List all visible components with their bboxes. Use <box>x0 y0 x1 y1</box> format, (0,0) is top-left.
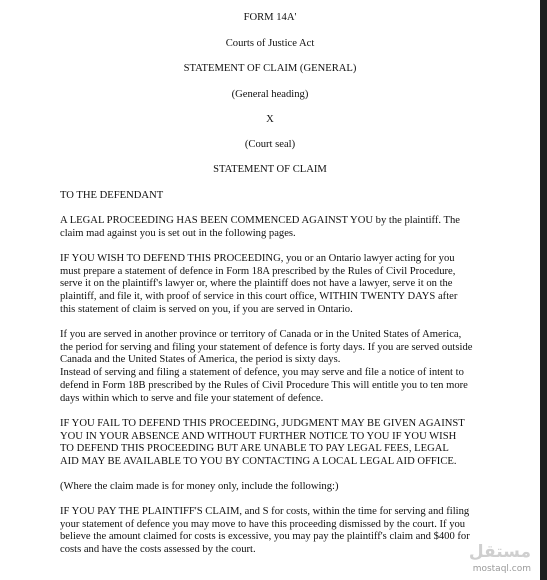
general-heading: (General heading) <box>231 89 309 100</box>
paragraph-fail-to-defend <box>60 418 492 469</box>
text-line: this statement of claim is served on you, if you are served in Ontario. <box>60 303 353 315</box>
text-line: claim mad against you is set out in the following pages. <box>60 227 296 239</box>
text-line: the period for serving and filing your statement of defence is forty days. If you are served outside <box>60 341 473 353</box>
versus-mark: X <box>266 114 274 125</box>
to-defendant-line: TO THE DEFENDANT <box>60 190 164 201</box>
form-number: FORM 14A' <box>243 12 297 23</box>
watermark-domain-text: mostaql.com <box>472 564 531 574</box>
text-line: Instead of serving and filing a statement of defence, you may serve and file a notice of intent to <box>60 367 464 379</box>
paragraph-pay-claim <box>60 506 492 557</box>
paragraph-money-only: (Where the claim made is for money only, include the following:) <box>60 481 339 492</box>
text-line: IF YOU FAIL TO DEFEND THIS PROCEEDING, JUDGMENT MAY BE GIVEN AGAINST <box>60 418 465 429</box>
viewer-edge-bar <box>540 0 547 580</box>
text-line: your statement of defence you may move to have this proceeding dismissed by the court. If you <box>60 518 466 530</box>
act-name: Courts of Justice Act <box>225 38 315 49</box>
text-line: IF YOU WISH TO DEFEND THIS PROCEEDING, you or an Ontario lawyer acting for you <box>60 253 455 264</box>
text-line: AID MAY BE AVAILABLE TO YOU BY CONTACTING A LOCAL LEGAL AID OFFICE. <box>60 456 457 468</box>
mostaql-watermark <box>468 542 533 577</box>
court-seal: (Court seal) <box>244 139 296 150</box>
paragraph-served-elsewhere <box>60 329 492 405</box>
text-line: TO DEFEND THIS PROCEEDING BUT ARE UNABLE TO PAY LEGAL FEES, LEGAL <box>60 443 449 455</box>
text-line: IF YOU PAY THE PLAINTIFF'S CLAIM, and S for costs, within the time for serving and filing <box>60 506 470 517</box>
text-line: must prepare a statement of defence in Form 18A prescribed by the Rules of Civil Procedure, <box>60 265 456 277</box>
text-line: costs and have the costs assessed by the court. <box>60 544 256 556</box>
text-line: Canada and the United States of America, the period is sixty days. <box>60 354 341 366</box>
text-line: days within which to serve and file your statement of defence. <box>60 392 324 404</box>
document-title: STATEMENT OF CLAIM (GENERAL) <box>183 63 357 74</box>
text-line: A LEGAL PROCEEDING HAS BEEN COMMENCED AGAINST YOU by the plaintiff. The <box>60 215 461 226</box>
text-line: defend in Form 18B prescribed by the Rules of Civil Procedure This will entitle you to ten more <box>60 379 468 391</box>
text-line: serve it on the plaintiff's lawyer or, where the plaintiff does not have a lawyer, serve it on the <box>60 278 453 290</box>
watermark-arabic-text: مستقل <box>468 542 531 562</box>
paragraph-commenced <box>60 215 492 240</box>
text-line: YOU IN YOUR ABSENCE AND WITHOUT FURTHER NOTICE TO YOU IF YOU WISH <box>60 430 457 442</box>
paragraph-defend <box>60 253 492 317</box>
text-line: believe the amount claimed for costs is excessive, you may pay the plaintiff's claim and $400 for <box>60 531 470 543</box>
text-line: If you are served in another province or territory of Canada or in the United States of America, <box>60 329 462 340</box>
text-line: plaintiff, and file it, with proof of service in this court office, WITHIN TWENTY DAYS after <box>60 291 458 303</box>
statement-subtitle: STATEMENT OF CLAIM <box>213 164 327 175</box>
